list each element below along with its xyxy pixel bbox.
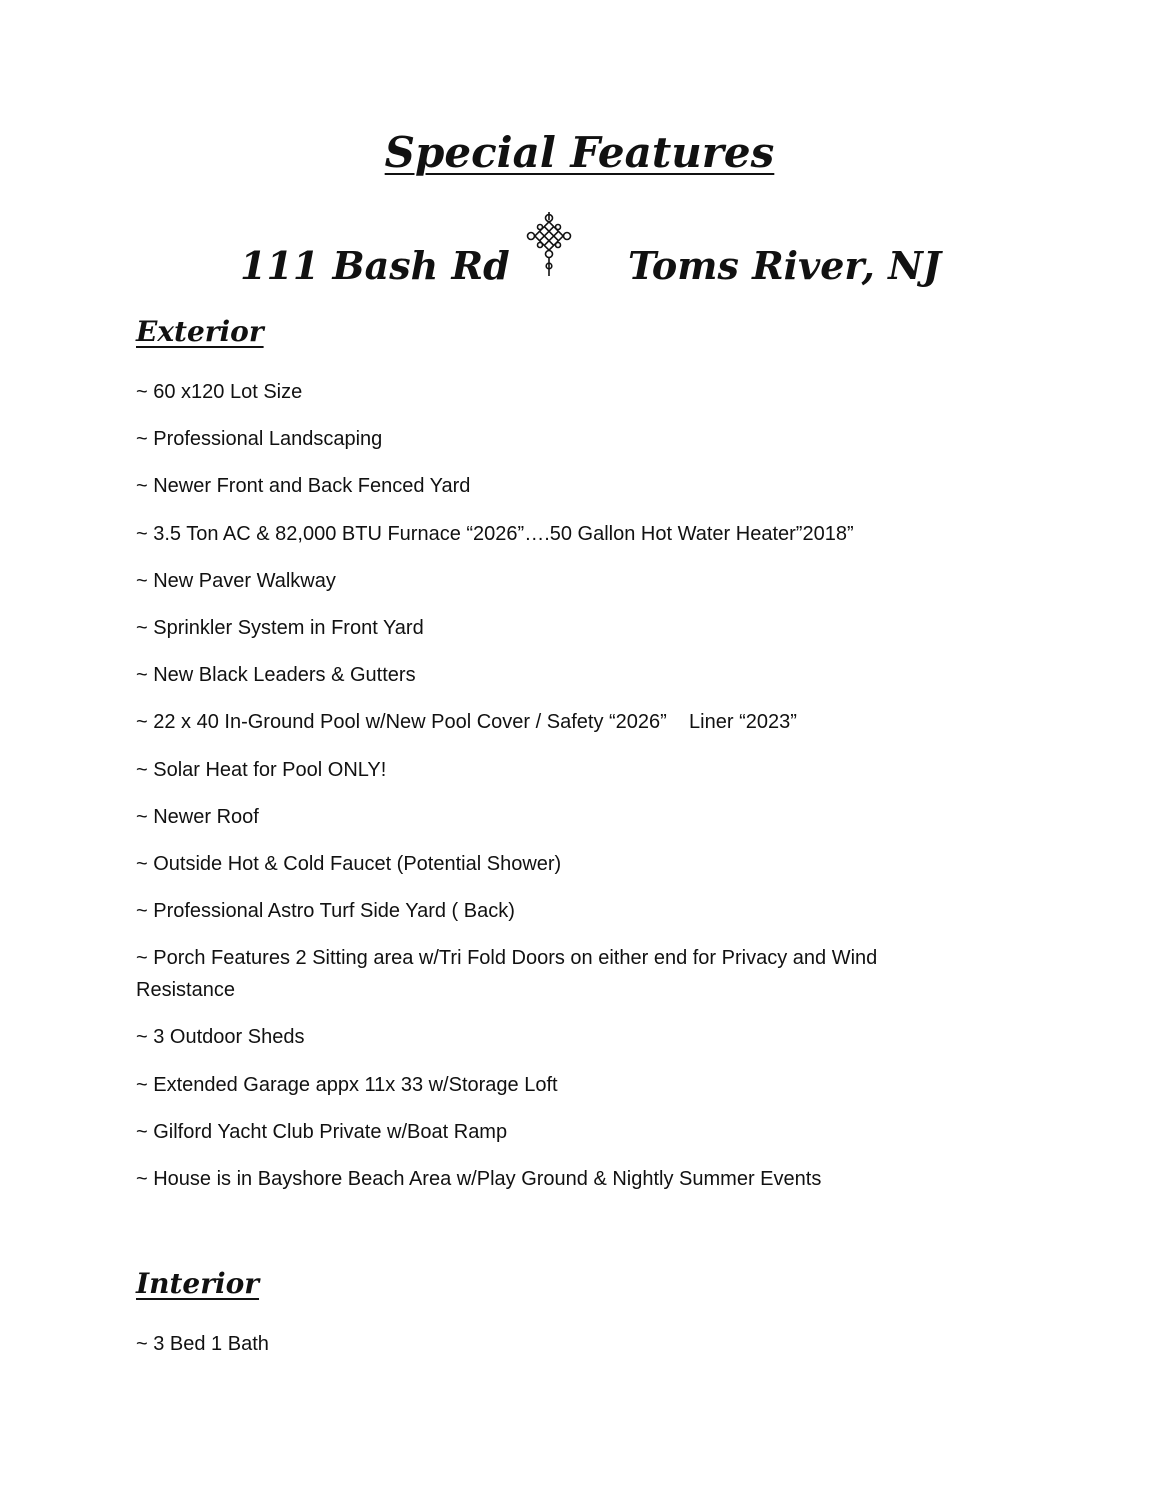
list-item: ~ Porch Features 2 Sitting area w/Tri Fold Doors on either end for Privacy and Wind Resistance (136, 947, 878, 1002)
list-item: ~ 3 Outdoor Sheds (136, 1026, 305, 1049)
celtic-knot-icon (521, 210, 577, 282)
exterior-list (136, 376, 956, 1210)
list-item: ~ Sprinkler System in Front Yard (136, 616, 424, 639)
list-item: ~ New Paver Walkway (136, 569, 336, 592)
page-title: Special Features (384, 128, 775, 177)
address-city: Toms River, NJ (628, 243, 941, 288)
list-item: ~ House is in Bayshore Beach Area w/Play Ground & Nightly Summer Events (136, 1168, 822, 1190)
list-item: ~ 22 x 40 In-Ground Pool w/New Pool Cover / Safety “2026” Liner “2023” (136, 711, 797, 734)
list-item: ~ 3.5 Ton AC & 82,000 BTU Furnace “2026”….50 Gallon Hot Water Heater”2018” (136, 522, 854, 545)
list-item: ~ 60 x120 Lot Size (136, 381, 303, 403)
list-item: ~ New Black Leaders & Gutters (136, 664, 416, 687)
exterior-heading: Exterior (136, 315, 264, 348)
list-item: ~ Solar Heat for Pool ONLY! (136, 758, 387, 781)
list-item: ~ Extended Garage appx 11x 33 w/Storage Loft (136, 1073, 558, 1096)
list-item: ~ Newer Front and Back Fenced Yard (136, 475, 471, 498)
list-item: ~ Gilford Yacht Club Private w/Boat Ramp (136, 1120, 508, 1143)
address-street: 111 Bash Rd (240, 243, 510, 288)
list-item: ~ 3 Bed 1 Bath (136, 1333, 269, 1355)
list-item: ~ Professional Landscaping (136, 428, 383, 451)
interior-list (136, 1328, 956, 1375)
list-item: ~ Professional Astro Turf Side Yard ( Back) (136, 900, 515, 923)
list-item: ~ Outside Hot & Cold Faucet (Potential Shower) (136, 852, 562, 875)
list-item: ~ Newer Roof (136, 805, 259, 828)
interior-heading: Interior (136, 1267, 260, 1300)
